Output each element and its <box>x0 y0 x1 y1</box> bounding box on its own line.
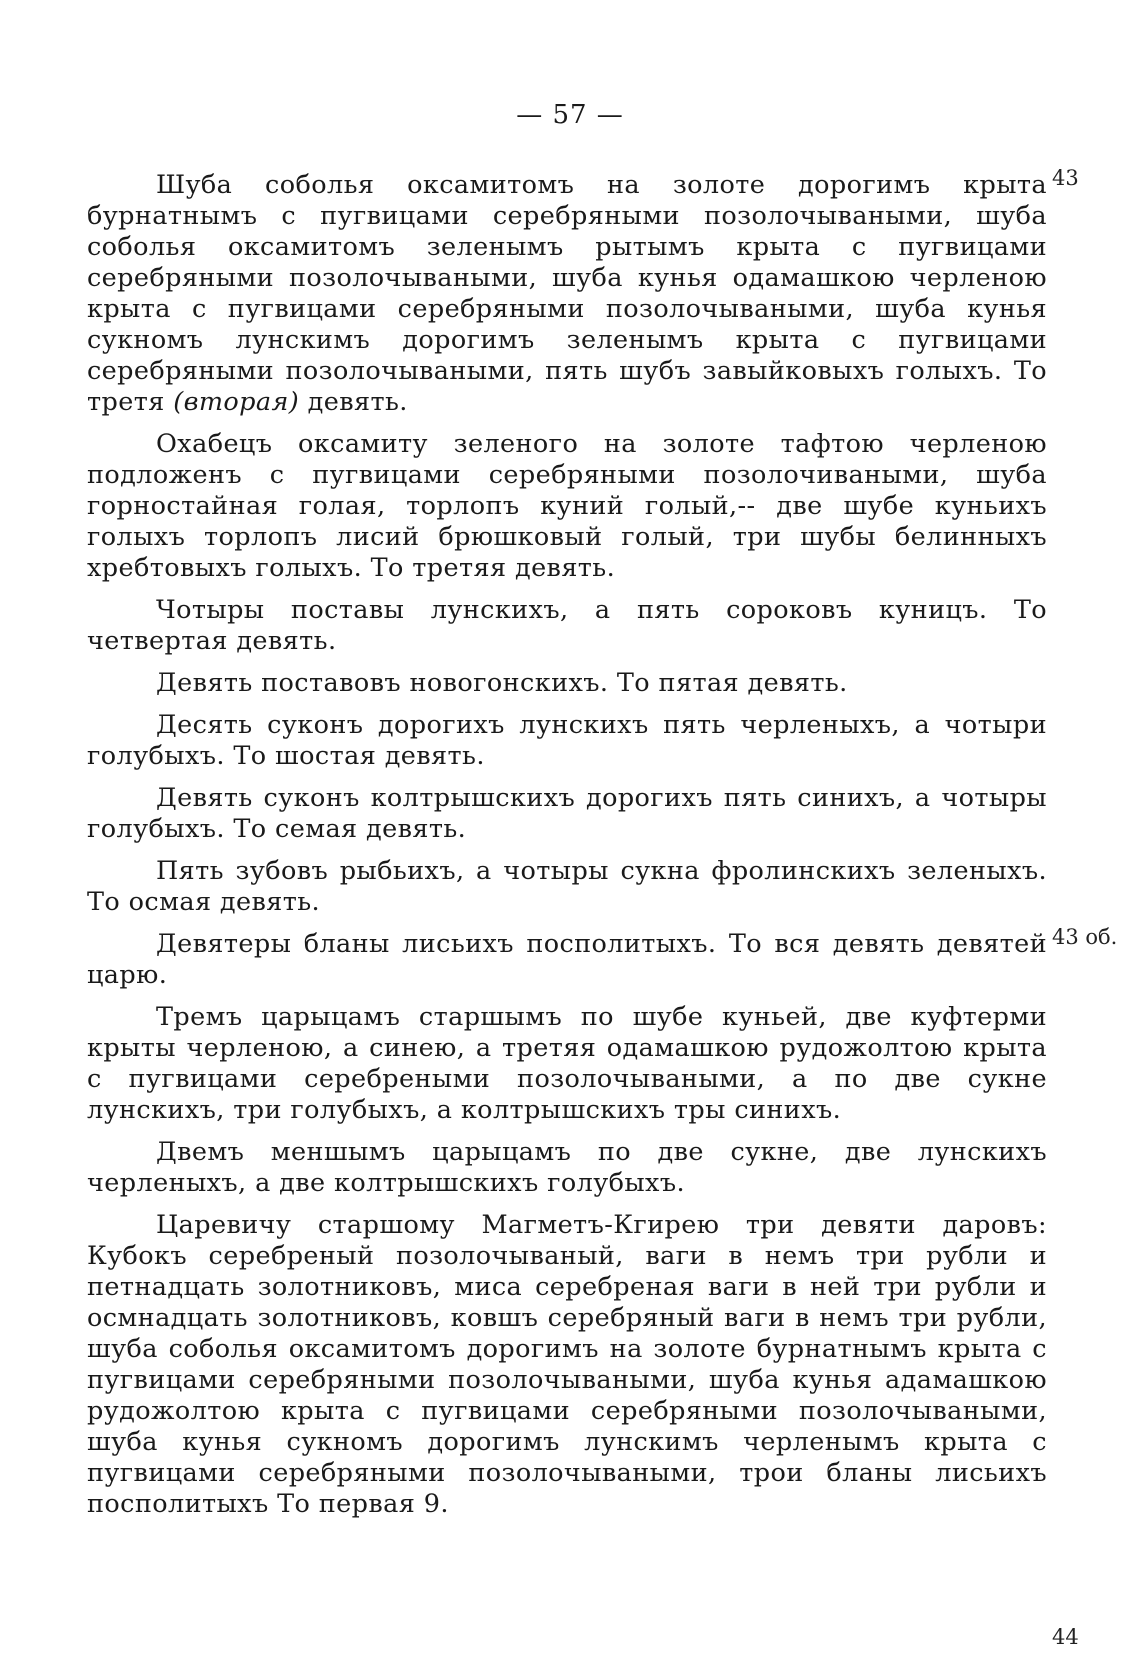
margin-folio-note: 44 <box>1052 1625 1079 1649</box>
paragraph: Царевичу старшому Магметъ-Кгирею три девяти даровъ: Кубокъ серебреный позолочываный, ваги в немъ три рубли и петнадцать золотниковъ, миса серебреная ваги в ней три рубли и осмнадцать золотниковъ, ковшъ серебряный ваги в немъ три рубли, шуба соболья оксамитомъ дорогимъ на золоте бурнатнымъ крыта с пугвицами серебряными позолочываными, шуба кунья адамашкою рудожолтою крыта с пугвицами серебряными позолочываными, шуба кунья сукномъ дорогимъ лунскимъ черленымъ крыта с пугвицами серебряными позолочываными, трои бланы лисьихъ посполитыхъ То первая 9. <box>87 1210 1047 1519</box>
paragraph-text: Шуба соболья оксамитомъ на золоте дорогимъ крыта бурнатнымъ с пугвицами серебряными позолочываными, шуба соболья оксамитомъ зеленымъ рытымъ крыта с пугвицами серебряными позолочываными, шуба кунья одамашкою черленою крыта с пугвицами серебряными позолочываными, шуба кунья сукномъ лунскимъ дорогимъ зеленымъ крыта с пугвицами серебряными позолочываными, пять шубъ завыйковыхъ голыхъ. То третя <box>87 170 1047 417</box>
margin-folio-note: 43 <box>1052 166 1079 190</box>
paragraph: Девять суконъ колтрышскихъ дорогихъ пять синихъ, а чотыры голубыхъ. То семая девять. <box>87 783 1047 844</box>
paragraph <box>87 170 1047 418</box>
margin-folio-note: 43 об. <box>1052 925 1118 949</box>
paragraph: Десять суконъ дорогихъ лунскихъ пять черленыхъ, а чотыри голубыхъ. То шостая девять. <box>87 710 1047 771</box>
paragraph: Девять поставовъ новогонскихъ. То пятая девять. <box>156 668 848 698</box>
paragraph-italic-note: (вторая) <box>173 387 300 417</box>
paragraph: Девятеры бланы лисьихъ посполитыхъ. То вся девять девятей царю. <box>87 929 1047 990</box>
paragraph-text: девять. <box>299 387 408 417</box>
paragraph: Чотыры поставы лунскихъ, а пять сороковъ куницъ. То четвертая девять. <box>87 595 1047 656</box>
paragraph: Двемъ меншымъ царыцамъ по две сукне, две лунскихъ черленыхъ, а две колтрышскихъ голубыхъ. <box>87 1137 1047 1198</box>
paragraph: Тремъ царыцамъ старшымъ по шубе куньей, две куфтерми крыты черленою, а синею, а третяя одамашкою рудожолтою крыта с пугвицами серебреными позолочываными, а по две сукне лунскихъ, три голубыхъ, а колтрышскихъ тры синихъ. <box>87 1002 1047 1125</box>
page-number: — 57 — <box>516 100 624 130</box>
paragraph: Пять зубовъ рыбьихъ, а чотыры сукна фролинскихъ зеленыхъ. То осмая девять. <box>87 856 1047 917</box>
paragraph: Охабецъ оксамиту зеленого на золоте тафтою черленою подложенъ с пугвицами серебряными позолочиваными, шуба горностайная голая, торлопъ куний голый,-- две шубе куньихъ голыхъ торлопъ лисий брюшковый голый, три шубы белинныхъ хребтовыхъ голыхъ. То третяя девять. <box>87 429 1047 583</box>
text-body <box>87 170 1047 1531</box>
